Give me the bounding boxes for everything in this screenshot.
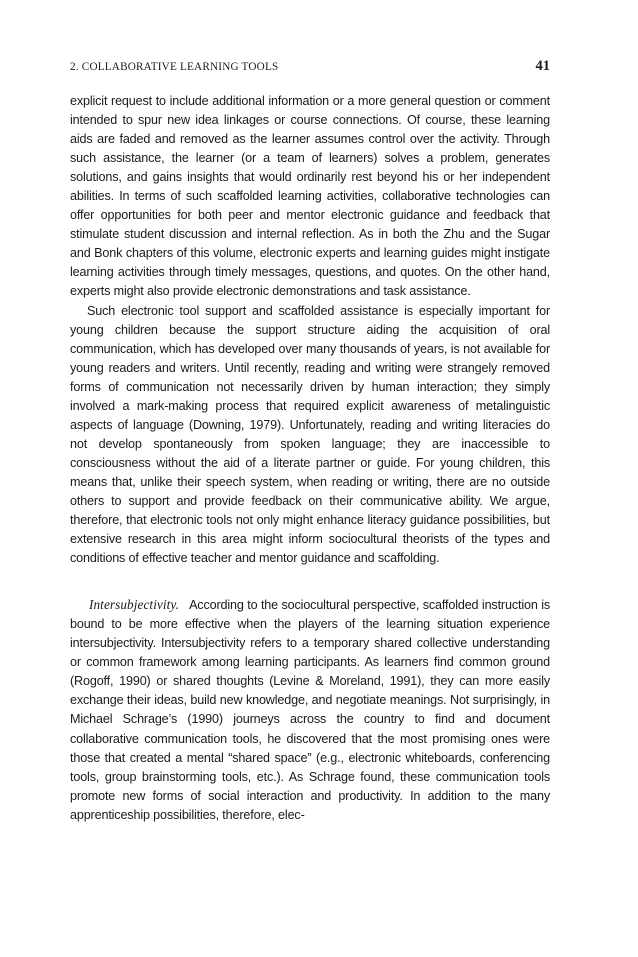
page-number: 41: [535, 58, 550, 74]
section-paragraph: [70, 595, 550, 825]
section-heading: Intersubjectivity.: [89, 597, 180, 613]
body-text: [70, 92, 550, 825]
paragraph: Such electronic tool support and scaffolded assistance is especially important for young children because the support structure aiding the acquisition of oral communication, which has developed over many thousands of years, is not available for young readers and writers. Until recently, reading and writing were strangely removed forms of communication not necessarily driven by human interaction; they simply involved a mark-making process that required explicit awareness of metalinguistic aspects of language (Downing, 1979). Unfortunately, reading and writing literacies do not develop spontaneously from spoken language; they are inaccessible to consciousness without the aid of a literate partner or guide. For young children, this means that, unlike their speech system, when reading or writing, there are no outside others to support and provide feedback on their communicative ability. We argue, therefore, that electronic tools not only might enhance literacy guidance possibilities, but extensive research in this area might inform sociocultural theorists of the types and conditions of effective teacher and mentor guidance and scaffolding.: [70, 303, 550, 566]
paragraph: explicit request to include additional information or a more general question or comment intended to spur new idea linkages or course connections. Of course, these learning aids are faded and removed as the learner assumes control over the activity. Through such assistance, the learner (or a team of learners) solves a problem, generates solutions, and gains insights that would ordinarily rest beyond his or her independent abilities. In terms of such scaffolded learning activities, collaborative technologies can offer opportunities for both peer and mentor electronic guidance and feedback that stimulate student discussion and internal reflection. As in both the Zhu and the Sugar and Bonk chapters of this volume, electronic experts and learning guides might instigate learning activities through timely messages, questions, and quotes. On the other hand, experts might also provide electronic demonstrations and task assistance.: [70, 94, 550, 299]
paragraph-text: According to the sociocultural perspective, scaffolded instruction is bound to be more effective when the players of the learning situation experience intersubjectivity. Intersubjectivity refers to a temporary shared collective understanding or common framework among learning participants. As learners find common ground (Rogoff, 1990) or shared thoughts (Levine & Moreland, 1991), they can more easily exchange their ideas, build new knowledge, and negotiate meanings. Not surprisingly, in Michael Schrage’s (1990) journeys across the country to find and document collaborative communication tools, he discovered that the most promising ones were those that created a mental “shared space” (e.g., electronic whiteboards, conferencing tools, group brainstorming tools, etc.). As Schrage found, these communication tools promote new forms of social interaction and productivity. In addition to the many apprenticeship possibilities, therefore, elec-: [70, 598, 550, 822]
book-page: [70, 58, 550, 825]
running-header: [70, 58, 550, 80]
running-title: 2. COLLABORATIVE LEARNING TOOLS: [70, 61, 279, 73]
